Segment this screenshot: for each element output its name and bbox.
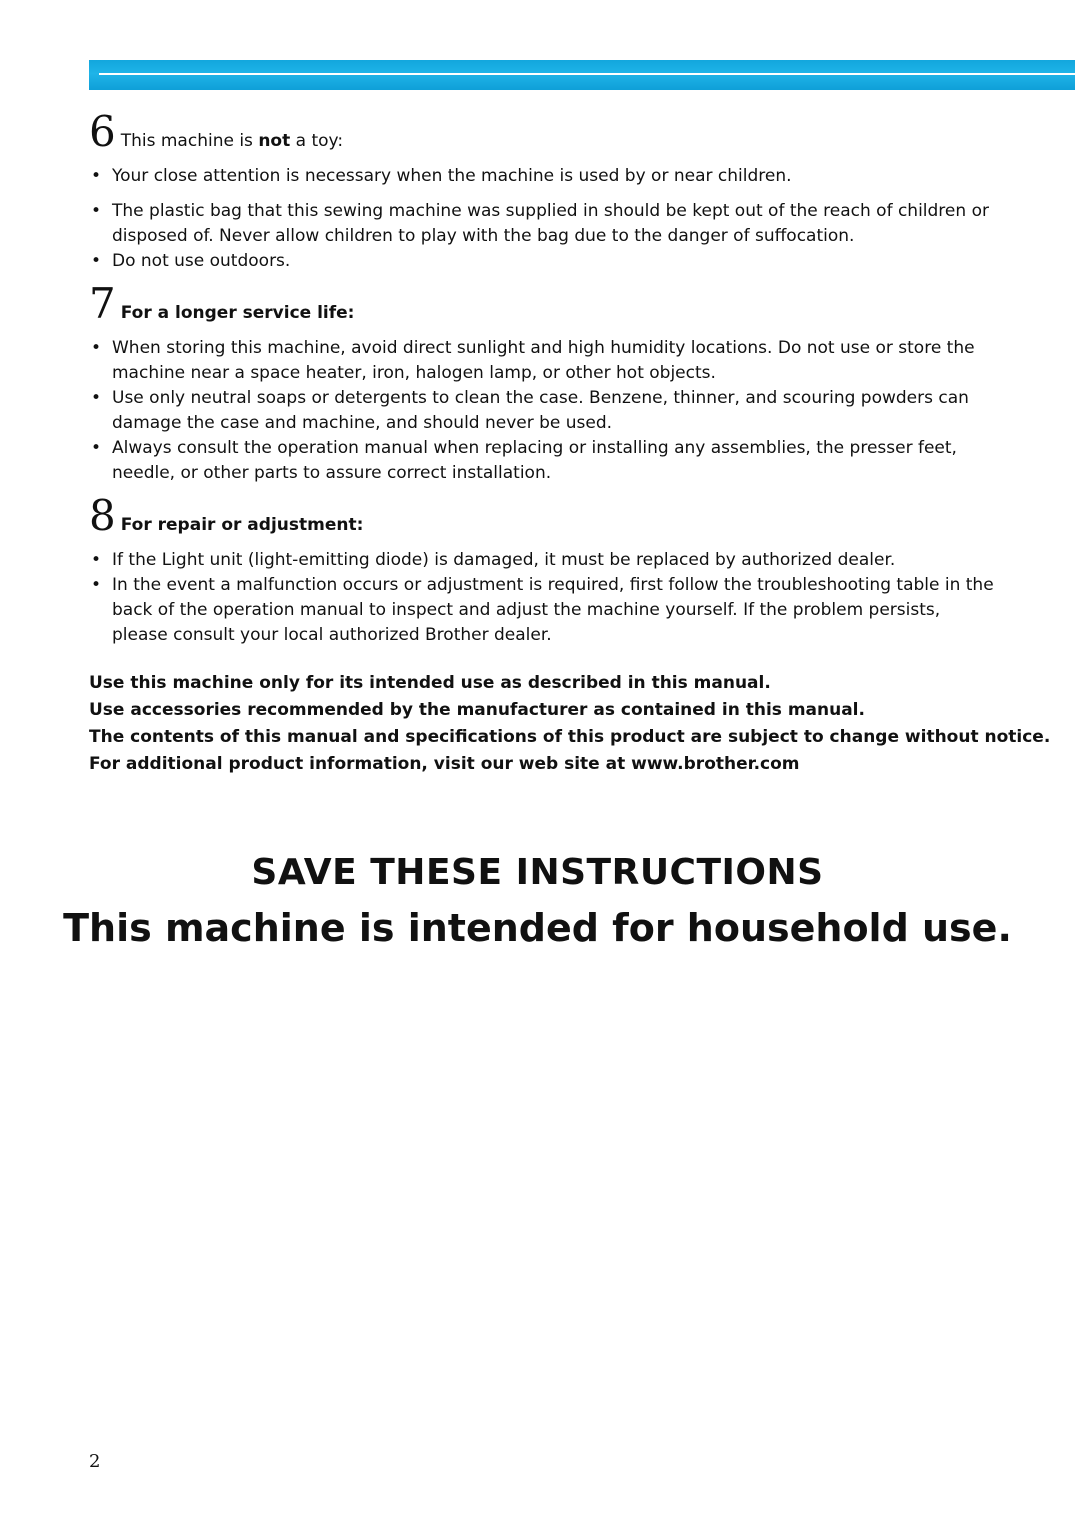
section-number: 8 (89, 491, 116, 540)
note-line: Use this machine only for its intended use as described in this manual. (89, 673, 771, 693)
list-item: • The plastic bag that this sewing machine was supplied in should be kept out of the reach of children or disposed of. Never allow children to play with the bag due to the danger of suffocation. (89, 199, 999, 249)
page-content (89, 107, 1051, 778)
section-7 (89, 280, 999, 486)
list-item: • Do not use outdoors. (89, 249, 999, 274)
section-6-list (89, 164, 999, 274)
section-title: For repair or adjustment: (120, 515, 364, 535)
section-heading (89, 108, 999, 156)
section-title-emphasis: not (258, 131, 291, 151)
header-bar-line (99, 73, 1075, 75)
section-heading (89, 280, 999, 328)
note-line: For additional product information, visit our web site at www.brother.com (89, 754, 800, 774)
section-number: 7 (89, 279, 116, 328)
list-item: • If the Light unit (light-emitting diode) is damaged, it must be replaced by authorized dealer. (89, 548, 999, 573)
section-title: For a longer service life: (120, 303, 355, 323)
section-8 (89, 492, 999, 648)
save-instructions-title: SAVE THESE INSTRUCTIONS (251, 852, 824, 893)
section-title: This machine is not a toy: (120, 131, 344, 151)
section-heading (89, 492, 999, 540)
list-item: • Use only neutral soaps or detergents to clean the case. Benzene, thinner, and scouring powders can damage the case and machine, and should never be used. (89, 386, 999, 436)
notes-block (89, 670, 1051, 778)
list-item: • In the event a malfunction occurs or adjustment is required, first follow the troubleshooting table in the back of the operation manual to inspect and adjust the machine yourself. If the problem persists, please consult your local authorized Brother dealer. (89, 573, 999, 648)
page-number: 2 (89, 1451, 101, 1472)
save-instructions-block (0, 848, 1075, 958)
section-6 (89, 108, 999, 274)
note-line: Use accessories recommended by the manufacturer as contained in this manual. (89, 700, 865, 720)
list-item: • Always consult the operation manual when replacing or installing any assemblies, the presser feet, needle, or other parts to assure correct installation. (89, 436, 999, 486)
note-line: The contents of this manual and specifications of this product are subject to change without notice. (89, 727, 1051, 747)
section-number: 6 (89, 107, 116, 156)
section-8-list (89, 548, 999, 648)
section-7-list (89, 336, 999, 486)
household-use-statement: This machine is intended for household use. (63, 906, 1012, 950)
header-bar (89, 60, 1075, 90)
list-item: • Your close attention is necessary when the machine is used by or near children. (89, 164, 999, 189)
list-item: • When storing this machine, avoid direct sunlight and high humidity locations. Do not use or store the machine near a space heater, iron, halogen lamp, or other hot objects. (89, 336, 999, 386)
